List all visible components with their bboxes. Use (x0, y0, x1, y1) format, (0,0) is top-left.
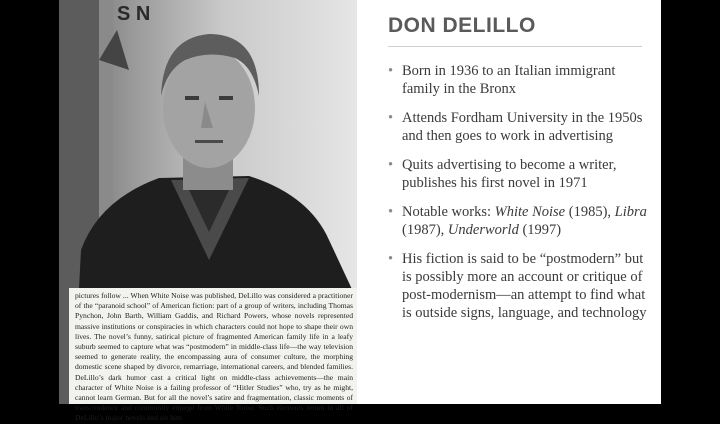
photo-sign-text: S N (117, 3, 151, 25)
bullet-item-notable-works (388, 203, 650, 239)
work-year: (1997) (518, 222, 562, 238)
bullet-dot-icon: • (388, 157, 394, 173)
work-title-libra: Libra (614, 204, 647, 220)
bullet-text: His fiction is said to be “postmodern” but is possibly more an account or critique of post-modernism—an attempt to find what is outside signs, language, and technology (402, 251, 647, 321)
bullet-item-career (388, 156, 650, 192)
title-divider (388, 46, 642, 47)
work-year: (1985), (565, 204, 615, 220)
bullet-dot-icon: • (388, 110, 394, 126)
slide-title: DON DELILLO (388, 14, 536, 37)
bullet-dot-icon: • (388, 251, 394, 267)
book-text-clipping (69, 288, 357, 423)
work-title-underworld: Underworld (447, 222, 519, 238)
bullet-item-education (388, 109, 650, 145)
bullet-dot-icon: • (388, 204, 394, 220)
bullet-text: Notable works: (402, 204, 495, 220)
presentation-slide (59, 0, 661, 423)
bullet-text: Quits advertising to become a writer, publishes his first novel in 1971 (402, 157, 617, 191)
author-photo (59, 0, 357, 423)
bullet-text: Born in 1936 to an Italian immigrant family in the Bronx (402, 63, 616, 97)
bullet-text: Attends Fordham University in the 1950s and then goes to work in advertising (402, 110, 643, 144)
work-title-white-noise: White Noise (494, 204, 566, 220)
clipping-text: pictures follow ... When White Noise was published, DeLillo was considered a practitioner of the “paranoid school” of American fiction: part of a group of writers, including Thomas Pynchon, John Barth, William Gaddis, and Richard Powers, whose novels represented massive institutions or conspiracies in which characters could not hope to shape their own lives. The novel’s funny, satirical picture of fragmented American family life in a leafy suburb seemed to capture what was “postmodern” in middle-class life—the way television seemed to generate reality, the encompassing aura of consumer culture, the morphing domestic scene shaped by divorce, remarriage, international careers, and blended families. DeLillo’s dark humor cast a critical light on middle-class achievements—the main character of White Noise is a failing professor of “Hitler Studies” who, try as he might, cannot learn German. But for all the novel’s satire and fragmentation, classic moments of transcendence and community emerge from White Noise. Such elements return in all of DeLillo’s major novels and set him (75, 291, 353, 423)
bullet-dot-icon: • (388, 63, 394, 79)
bullet-item-postmodern (388, 250, 650, 322)
bullet-item-birth (388, 62, 650, 98)
bullet-list (388, 62, 650, 333)
work-year: (1987), (402, 222, 448, 238)
